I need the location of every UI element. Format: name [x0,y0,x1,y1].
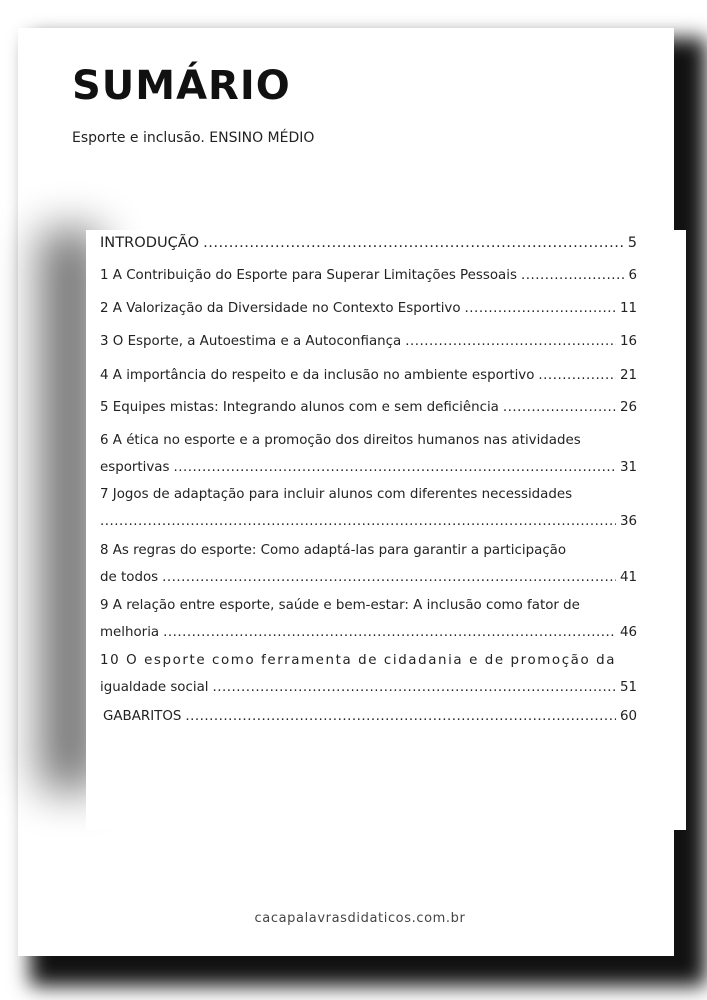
toc-entry-page: 60 [619,709,637,724]
toc-entry-title: 3 O Esporte, a Autoestima e a Autoconfiança [100,334,402,349]
toc-leader [100,508,616,535]
toc-entry-page: 41 [619,570,637,585]
toc-entry-10[interactable] [100,647,637,701]
toc-leader [185,703,616,730]
toc-entry-2[interactable] [100,295,637,322]
toc-entry-title: INTRODUÇÃO [100,234,200,251]
toc-leader [162,564,616,591]
toc-entry-title: 1 A Contribuição do Esporte para Superar Limitações Pessoais [100,268,517,283]
toc-entry-page: 21 [619,368,637,383]
toc-entry-introducao[interactable] [100,229,637,256]
toc-entry-title: GABARITOS [103,709,182,724]
toc-entry-6[interactable] [100,427,637,481]
toc-entry-title: 2 A Valorização da Diversidade no Contexto Esportivo [100,301,461,316]
toc-leader [163,619,616,646]
toc-entry-title-cont: igualdade social [100,680,209,695]
toc-entry-7[interactable] [100,481,637,535]
toc-leader [405,328,616,355]
toc-entry-page: 16 [619,334,637,349]
toc-entry-page: 51 [619,680,637,695]
toc-entry-4[interactable] [100,362,637,389]
toc-entry-1[interactable] [100,262,637,289]
page-title: SUMÁRIO [72,63,291,109]
toc-entry-3[interactable] [100,328,637,355]
toc-entry-title: 9 A relação entre esporte, saúde e bem-estar: A inclusão como fator de [100,598,580,613]
toc-entry-page: 36 [619,514,637,529]
toc-leader [174,454,616,481]
toc-leader [203,229,624,256]
toc-entry-page: 11 [619,301,637,316]
toc-entry-title: 8 As regras do esporte: Como adaptá-las para garantir a participação [100,543,567,558]
toc-entry-title: 10 O esporte como ferramenta de cidadania e de promoção da [100,653,617,668]
toc-entry-page: 46 [619,625,637,640]
toc-entry-5[interactable] [100,394,637,421]
toc-entry-9[interactable] [100,592,637,646]
toc-leader [503,394,616,421]
toc-leader [213,674,616,701]
toc-entry-title-cont: de todos [100,570,159,585]
toc-entry-gabaritos[interactable] [100,703,637,730]
toc-entry-page: 6 [628,268,637,283]
toc-entry-title: 5 Equipes mistas: Integrando alunos com e sem deficiência [100,400,499,415]
toc-entry-title-cont: melhoria [100,625,160,640]
toc-entry-title: 6 A ética no esporte e a promoção dos direitos humanos nas atividades [100,433,581,448]
toc-entry-title-cont: esportivas [100,460,170,475]
toc-leader [521,262,625,289]
toc-entry-8[interactable] [100,537,637,591]
toc-entry-page: 31 [619,460,637,475]
toc-leader [465,295,616,322]
page-subtitle: Esporte e inclusão. ENSINO MÉDIO [72,130,315,146]
toc-entry-title: 4 A importância do respeito e da inclusão no ambiente esportivo [100,368,535,383]
toc-entry-title: 7 Jogos de adaptação para incluir alunos com diferentes necessidades [100,487,573,502]
toc-entry-page: 5 [627,234,637,251]
footer-website[interactable]: cacapalavrasdidaticos.com.br [254,911,466,926]
toc-leader [538,362,616,389]
toc-entry-page: 26 [619,400,637,415]
